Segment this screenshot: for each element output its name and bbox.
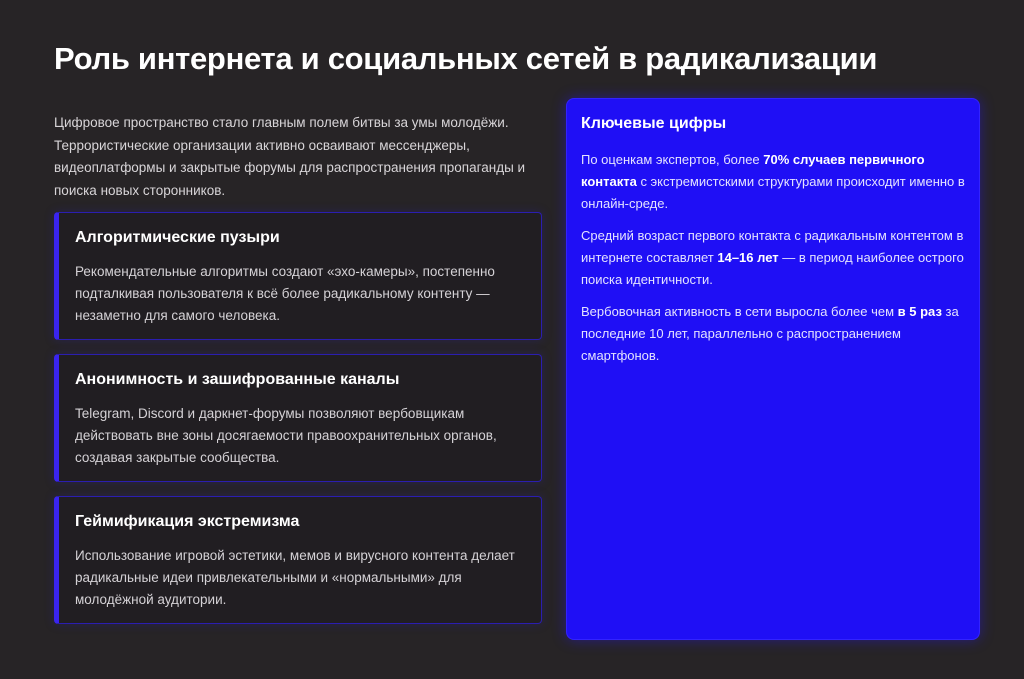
card-anonymity-encrypted-channels xyxy=(54,354,542,482)
card-gamification-extremism xyxy=(54,496,542,624)
highlighted-figure: 14–16 лет xyxy=(717,250,779,265)
intro-paragraph: Цифровое пространство стало главным полем битвы за умы молодёжи. Террористические организации активно осваивают мессенджеры, видеоплатформы и закрытые форумы для распространения пропаганды и поиска новых сторонников. xyxy=(54,115,526,198)
highlighted-figure: в 5 раз xyxy=(897,304,942,319)
paragraph-text: Вербовочная активность в сети выросла более чем xyxy=(581,304,898,319)
key-figures-title: Ключевые цифры xyxy=(581,115,727,132)
key-figure-paragraph xyxy=(581,149,965,215)
card-title: Алгоритмические пузыри xyxy=(75,229,280,246)
card-title: Анонимность и зашифрованные каналы xyxy=(75,371,400,388)
key-figures-panel xyxy=(566,98,980,640)
paragraph-text: Средний возраст первого контакта с радикальным контентом в интернете составляет xyxy=(581,228,964,265)
page-title: Роль интернета и социальных сетей в радикализации xyxy=(54,41,878,76)
card-text: Использование игровой эстетики, мемов и вирусного контента делает радикальные идеи привлекательными и «нормальными» для молодёжной аудитории. xyxy=(75,548,515,607)
card-title: Геймификация экстремизма xyxy=(75,513,300,530)
highlighted-figure: 70% случаев первичного контакта xyxy=(581,152,925,189)
paragraph-text: за последние 10 лет, параллельно с распространением смартфонов. xyxy=(581,304,959,363)
key-figure-paragraph xyxy=(581,225,965,291)
paragraph-text: с экстремистскими структурами происходит именно в онлайн-среде. xyxy=(581,174,965,211)
card-text: Telegram, Discord и даркнет-форумы позволяют вербовщикам действовать вне зоны досягаемости правоохранительных органов, создавая закрытые сообщества. xyxy=(75,406,497,465)
paragraph-text: — в период наиболее острого поиска идентичности. xyxy=(581,250,964,287)
card-algorithmic-bubbles xyxy=(54,212,542,340)
paragraph-text: По оценкам экспертов, более xyxy=(581,152,764,167)
key-figure-paragraph xyxy=(581,301,965,367)
card-text: Рекомендательные алгоритмы создают «эхо-камеры», постепенно подталкивая пользователя к всё более радикальному контенту — незаметно для самого человека. xyxy=(75,264,495,323)
